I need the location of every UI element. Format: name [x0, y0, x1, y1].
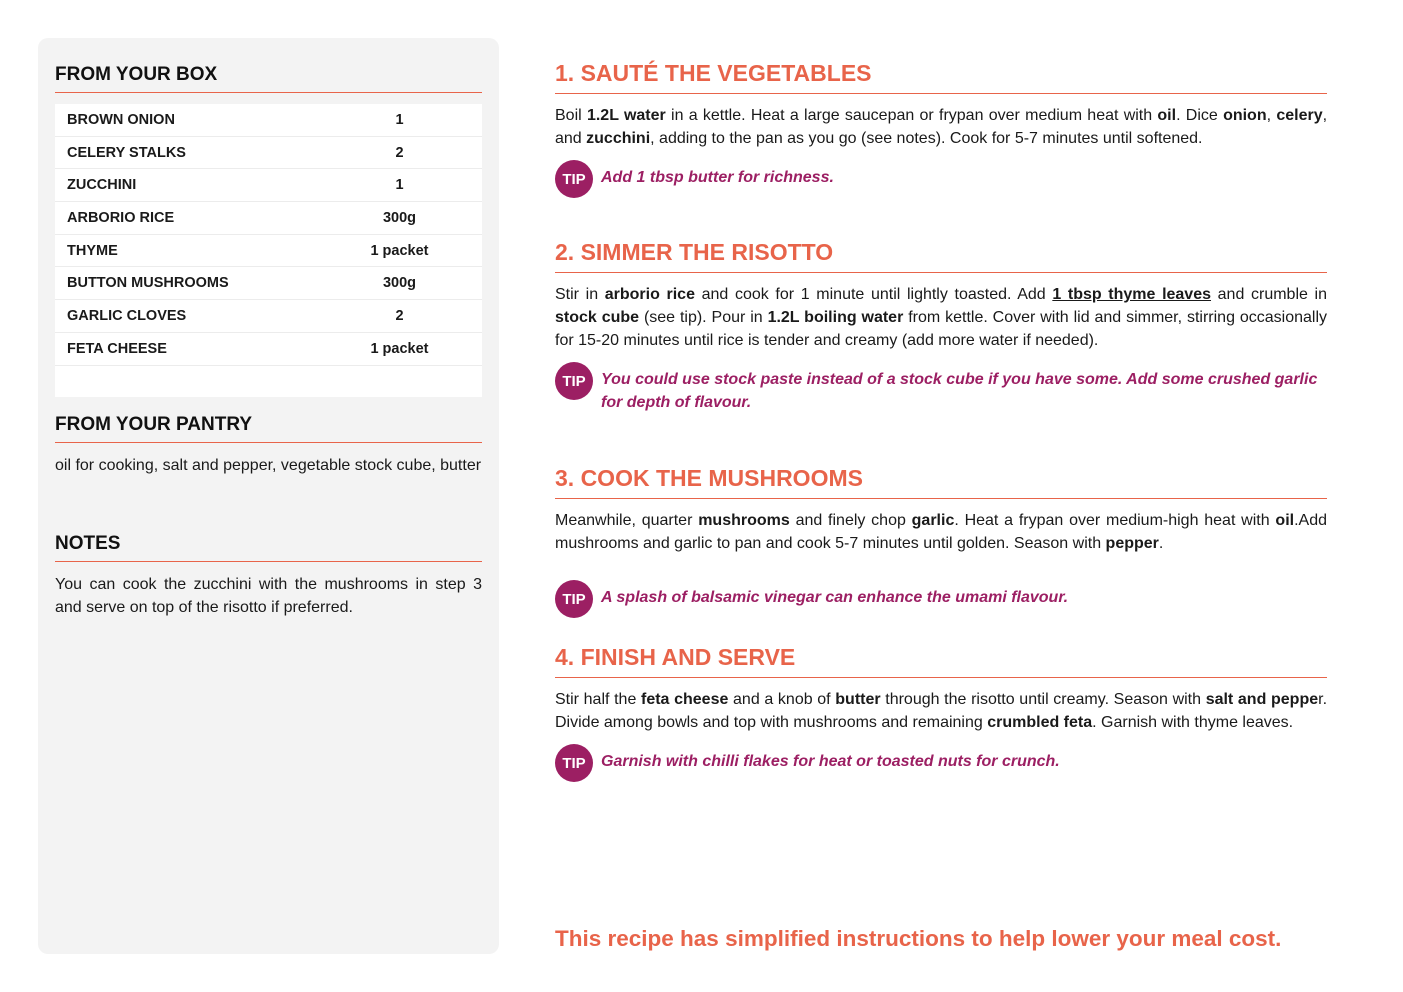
tip [555, 368, 1327, 414]
tip-badge: TIP [555, 580, 593, 618]
ingredient-row [55, 235, 482, 268]
ingredient-name: CELERY STALKS [67, 144, 186, 161]
ingredient-row [55, 202, 482, 235]
ingredient-name: ZUCCHINI [67, 177, 137, 194]
ingredient-qty: 1 [395, 111, 404, 128]
tip-badge: TIP [555, 160, 593, 198]
box-title: FROM YOUR BOX [55, 64, 482, 93]
ingredient-qty: 1 packet [370, 340, 429, 357]
step-1 [555, 60, 1327, 198]
step-title: 1. SAUTÉ THE VEGETABLES [555, 60, 1327, 94]
ingredient-qty: 2 [395, 307, 404, 324]
ingredient-qty: 300g [382, 275, 417, 292]
step-text: Meanwhile, quarter mushrooms and finely chop garlic. Heat a frypan over medium-high heat with oil.Add mushrooms and garlic to pan and cook 5-7 minutes until golden. Season with pepper. [555, 512, 1328, 552]
tip-text: A splash of balsamic vinegar can enhance the umami flavour. [601, 589, 1069, 606]
step-text: Boil 1.2L water in a kettle. Heat a large saucepan or frypan over medium heat with oil. Dice onion, celery, and zucchini, adding to the pan as you go (see notes). Cook for 5-7 minutes until softened. [555, 107, 1328, 147]
ingredient-name: GARLIC CLOVES [67, 307, 187, 324]
step-4 [555, 644, 1327, 782]
tip [555, 750, 1327, 782]
step-text: Stir half the feta cheese and a knob of butter through the risotto until creamy. Season with salt and pepper. Divide among bowls and top with mushrooms and remaining crumbled feta. Garnish with thyme leaves. [555, 691, 1328, 731]
tip-badge: TIP [555, 744, 593, 782]
notes-text: You can cook the zucchini with the mushrooms in step 3 and serve on top of the risotto if preferred. [55, 576, 482, 616]
step-title: 3. COOK THE MUSHROOMS [555, 465, 1327, 499]
tip-text: Garnish with chilli flakes for heat or toasted nuts for crunch. [601, 753, 1060, 770]
step-2 [555, 239, 1327, 414]
tip-text: Add 1 tbsp butter for richness. [601, 169, 834, 186]
pantry-section [55, 414, 482, 477]
notes-section [55, 533, 482, 619]
box-section [55, 64, 482, 397]
notes-title: NOTES [55, 533, 482, 562]
ingredient-name: BUTTON MUSHROOMS [67, 275, 229, 292]
ingredient-name: BROWN ONION [67, 111, 175, 128]
ingredient-qty: 1 [395, 177, 404, 194]
step-text: Stir in arborio rice and cook for 1 minute until lightly toasted. Add 1 tbsp thyme leaves and crumble in stock cube (see tip). Pour in 1.2L boiling water from kettle. Cover with lid and simmer, stirring occasionally for 15-20 minutes until rice is tender and creamy (add more water if needed). [555, 286, 1328, 349]
tip [555, 166, 1327, 198]
ingredient-qty: 1 packet [370, 242, 429, 259]
step-3 [555, 465, 1327, 618]
ingredients-table [55, 104, 482, 397]
tip [555, 586, 1327, 618]
ingredient-qty: 2 [395, 144, 404, 161]
ingredient-row [55, 137, 482, 170]
tip-badge: TIP [555, 362, 593, 400]
ingredient-name: THYME [67, 242, 118, 259]
ingredient-row [55, 333, 482, 366]
pantry-title: FROM YOUR PANTRY [55, 414, 482, 443]
tip-text: You could use stock paste instead of a stock cube if you have some. Add some crushed garlic for depth of flavour. [601, 371, 1318, 411]
ingredient-row [55, 300, 482, 333]
ingredient-row [55, 104, 482, 137]
ingredient-name: ARBORIO RICE [67, 209, 175, 226]
ingredient-row [55, 169, 482, 202]
ingredient-qty: 300g [382, 209, 417, 226]
ingredient-row [55, 267, 482, 300]
ingredient-name: FETA CHEESE [67, 340, 167, 357]
sidebar-panel [38, 38, 499, 954]
pantry-text: oil for cooking, salt and pepper, vegetable stock cube, butter [55, 457, 482, 474]
step-title: 4. FINISH AND SERVE [555, 644, 1327, 678]
footer-note: This recipe has simplified instructions to help lower your meal cost. [555, 926, 1282, 951]
step-title: 2. SIMMER THE RISOTTO [555, 239, 1327, 273]
